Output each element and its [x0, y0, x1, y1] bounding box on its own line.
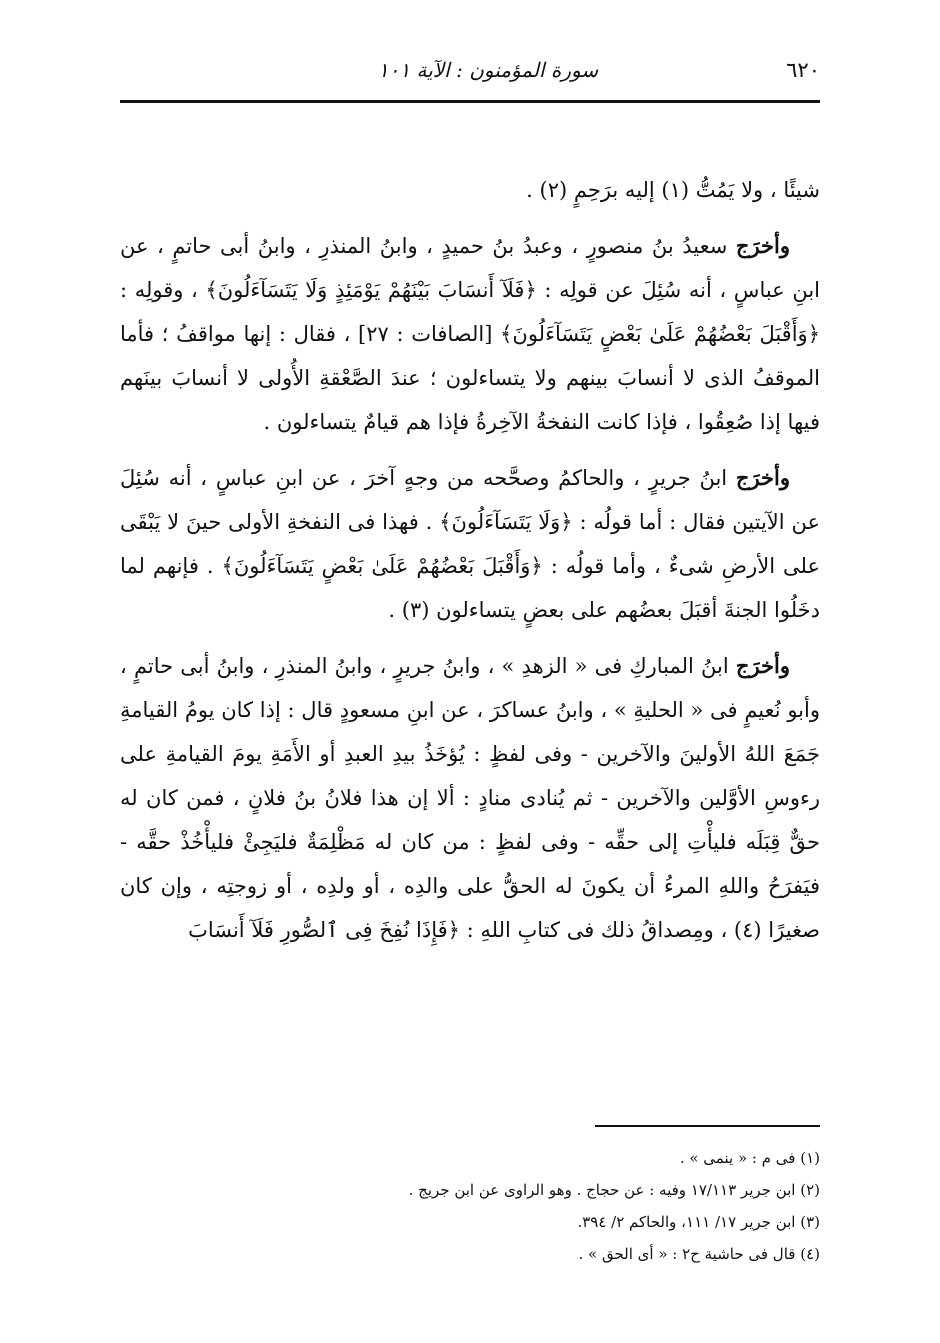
running-head [120, 50, 820, 94]
footnote-divider [595, 1125, 820, 1127]
paragraph-lead-word: وأخرَج [735, 653, 790, 678]
book-page [120, 50, 820, 1290]
footnote-2: (٢) ابن جرير ١٧/١١٣ وفيه : عن حجاج . وهو الراوى عن ابن جريج . [408, 1181, 820, 1199]
footnote-1: (١) فى م : « ينمى » . [679, 1149, 820, 1167]
paragraph-lead-word: وأخرَج [735, 465, 790, 490]
paragraph-lead-word: وأخرَج [735, 233, 790, 258]
paragraph-text: شيئًا ، ولا يَمُتُّ (١) إليه برَحِمٍ (٢) . [526, 178, 820, 202]
chapter-title: سورة المؤمنون : الآية ١٠١ [377, 58, 599, 82]
paragraph-2 [120, 224, 820, 444]
paragraph-text: ابنُ المباركِ فى « الزهدِ » ، وابنُ جريرٍ ، وابنُ المنذرِ ، وابنُ أبى حاتمٍ ، وأبو نُعيمٍ فى « الحليةِ » ، وابنُ عساكرَ ، عن ابنِ مسعودٍ قال : إذا كان يومُ القيامةِ جَمَعَ اللهُ الأولينَ والآخرين - وفى لفظٍ : يُؤخَذُ بيدِ العبدِ أو الأَمَةِ يومَ القيامةِ على رءوسِ الأوَّلين والآخرين - ثم يُنادى منادٍ : ألا إن هذا فلانُ بنُ فلانٍ ، فمن كان له حقٌّ قِبَلَه فليأْتِ إلى حقِّه - وفى لفظٍ : من كان له مَظْلِمَةٌ فليَجِئْ فليأْخُذْ حقَّه - فيَفرَحُ واللهِ المرءُ أن يكونَ له الحقُّ على والدِه ، أو ولدِه ، أو زوجتِه ، وإن كان صغيرًا (٤) ، ومِصداقُ ذلك فى كتابِ اللهِ : ﴿فَإِذَا نُفِخَ فِى ٱلصُّورِ فَلَآ أَنسَابَ [120, 654, 820, 942]
footnote-3: (٣) ابن جرير ١٧/ ١١١، والحاكم ٢/ ٣٩٤. [577, 1213, 820, 1231]
paragraph-3 [120, 456, 820, 632]
paragraph-text: سعيدُ بنُ منصورٍ ، وعبدُ بنُ حميدٍ ، وابنُ المنذرِ ، وابنُ أبى حاتمٍ ، عن ابنِ عباسٍ ، أنه سُئِلَ عن قولِه : ﴿فَلَآ أَنسَابَ بَيْنَهُمْ يَوْمَئِذٍ وَلَا يَتَسَآءَلُونَ﴾ ، وقولِه : ﴿وَأَقْبَلَ بَعْضُهُمْ عَلَىٰ بَعْضٍ يَتَسَآءَلُونَ﴾ [الصافات : ٢٧] ، فقال : إنها مواقفُ ؛ فأما الموقفُ الذى لا أنسابَ بينهم ولا يتساءلون ؛ عندَ الصَّعْقةِ الأُولى لا أنسابَ بينَهم فيها إذا صُعِقُوا ، فإذا كانت النفخةُ الآخِرةُ فإذا هم قيامٌ يتساءلون . [120, 234, 820, 434]
paragraph-4 [120, 644, 820, 952]
paragraph-1 [120, 168, 820, 212]
footnotes [120, 1142, 820, 1270]
header-divider [120, 100, 820, 103]
main-text [120, 168, 820, 964]
footnote-4: (٤) قال فى حاشية ح٢ : « أى الحق » . [578, 1245, 820, 1263]
paragraph-text: ابنُ جريرٍ ، والحاكمُ وصحَّحه من وجهٍ آخرَ ، عن ابنِ عباسٍ ، أنه سُئِلَ عن الآيتين فقال : أما قولُه : ﴿وَلَا يَتَسَآءَلُونَ﴾ . فهذا فى النفخةِ الأولى حينَ لا يَبْقَى على الأرضِ شىءٌ ، وأما قولُه : ﴿وَأَقْبَلَ بَعْضُهُمْ عَلَىٰ بَعْضٍ يَتَسَآءَلُونَ﴾ . فإنهم لما دخَلُوا الجنةَ أقبَلَ بعضُهم على بعضٍ يتساءلون (٣) . [120, 466, 820, 622]
page-number: ٦٢٠ [786, 58, 820, 82]
